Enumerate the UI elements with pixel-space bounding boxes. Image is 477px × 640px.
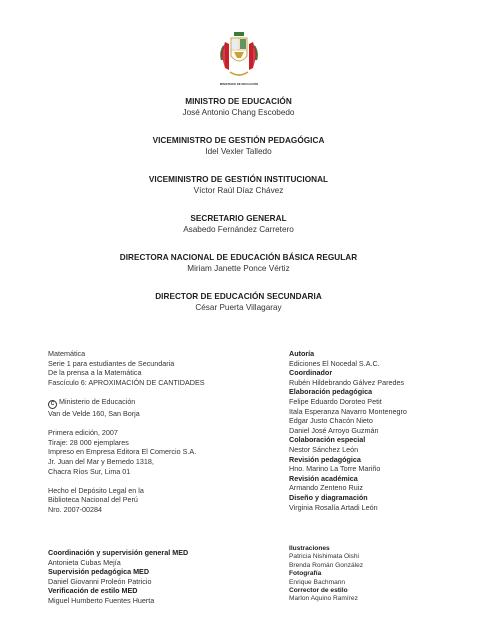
peru-coat-of-arms-seal <box>218 30 260 82</box>
role-value: Hno. Marino La Torre Mariño <box>289 464 381 474</box>
role-label: Verificación de estilo MED <box>48 586 138 596</box>
role-value: Daniel José Arroyo Guzmán <box>289 425 379 435</box>
role-value: Virginia Rosalía Artadi León <box>289 502 378 512</box>
role-label: Supervisión pedagógica MED <box>48 567 150 577</box>
role-label: Coordinador <box>289 368 333 378</box>
role-label: Corrector de estilo <box>289 587 348 595</box>
credit-item <box>0 96 477 118</box>
illustration-info <box>289 545 363 604</box>
credit-name: César Puerta Villagaray <box>195 303 282 312</box>
role-value: Itala Esperanza Navarro Montenegro <box>289 406 407 416</box>
role-label: Ilustraciones <box>289 545 330 552</box>
edition-line: Impreso en Empresa Editora El Comercio S.A. <box>48 447 197 457</box>
edition-line: Primera edición, 2007 <box>48 428 118 438</box>
role-label: Revisión académica <box>289 473 358 483</box>
role-value: Ediciones El Nocedal S.A.C. <box>289 358 380 368</box>
credit-title: DIRECTOR DE EDUCACIÓN SECUNDARIA <box>155 292 322 301</box>
role-value: Miguel Humberto Fuentes Huerta <box>48 595 155 605</box>
copyright-line: C Ministerio de Educación <box>48 397 205 409</box>
credit-name: Miriam Janette Ponce Vértiz <box>187 264 290 273</box>
role-value: Edgar Justo Chacón Nieto <box>289 416 373 426</box>
edition-line: Tiraje: 28 000 ejemplares <box>48 437 129 447</box>
copyright-line: Van de Velde 160, San Borja <box>48 408 140 418</box>
role-value: Nestor Sánchez León <box>289 444 359 454</box>
role-value: Patricia Nishimata Oishi <box>289 553 359 561</box>
credit-title: DIRECTORA NACIONAL DE EDUCACIÓN BÁSICA REGULAR <box>119 253 358 262</box>
credit-item <box>0 252 477 274</box>
book-line: Serie 1 para estudiantes de Secundaria <box>48 358 175 368</box>
credit-item <box>0 174 477 196</box>
role-label: Revisión pedagógica <box>289 454 361 464</box>
credit-title: MINISTRO DE EDUCACIÓN <box>185 97 292 106</box>
credit-title: VICEMINISTRO DE GESTIÓN PEDAGÓGICA <box>152 136 325 145</box>
role-value: Marlon Aquino Ramírez <box>289 595 358 603</box>
edition-line: Chacra Ríos Sur, Lima 01 <box>48 466 131 476</box>
publication-info <box>48 349 205 515</box>
credit-title: VICEMINISTRO DE GESTIÓN INSTITUCIONAL <box>148 175 329 184</box>
credit-name: José Antonio Chang Escobedo <box>182 108 295 117</box>
role-value: Rubén Hildebrando Gálvez Paredes <box>289 377 405 387</box>
seal-caption: MINISTERIO DE EDUCACIÓN <box>219 83 259 86</box>
authorship-info <box>289 349 407 512</box>
role-label: Elaboración pedagógica <box>289 387 373 397</box>
legal-line: Hecho el Depósito Legal en la <box>48 485 144 495</box>
book-line: Matemática <box>48 349 86 358</box>
credit-name: Idel Vexler Talledo <box>205 147 272 156</box>
legal-line: Biblioteca Nacional del Perú <box>48 495 138 505</box>
role-value: Brenda Román González <box>289 561 364 569</box>
role-value: Felipe Eduardo Doroteo Petit <box>289 396 382 406</box>
credit-title: SECRETARIO GENERAL <box>190 214 287 223</box>
med-supervision-info <box>48 548 188 606</box>
role-value: Antonieta Cubas Mejía <box>48 557 121 567</box>
role-label: Fotografía <box>289 570 322 578</box>
role-value: Daniel Giovanni Proleón Patricio <box>48 576 152 586</box>
role-value: Enrique Bachmann <box>289 578 346 586</box>
credit-item <box>0 135 477 157</box>
legal-line: Nro. 2007-00284 <box>48 504 102 514</box>
role-label: Colaboración especial <box>289 435 366 445</box>
credit-name: Víctor Raúl Díaz Chávez <box>193 186 284 195</box>
credit-item <box>0 213 477 235</box>
credit-name: Asabedo Fernández Carretero <box>183 225 294 234</box>
role-value: Armando Zenteno Ruiz <box>289 483 363 493</box>
edition-line: Jr. Juan del Mar y Bernedo 1318, <box>48 456 154 466</box>
role-label: Coordinación y supervisión general MED <box>48 548 189 557</box>
role-label: Diseño y diagramación <box>289 492 368 502</box>
book-line: De la prensa a la Matemática <box>48 368 142 378</box>
copyright-icon: C <box>48 400 57 409</box>
credit-item <box>0 291 477 313</box>
credits-list <box>0 96 477 330</box>
role-label: Autoría <box>289 349 315 358</box>
book-line: Fascículo 6: APROXIMACIÓN DE CANTIDADES <box>48 377 205 387</box>
